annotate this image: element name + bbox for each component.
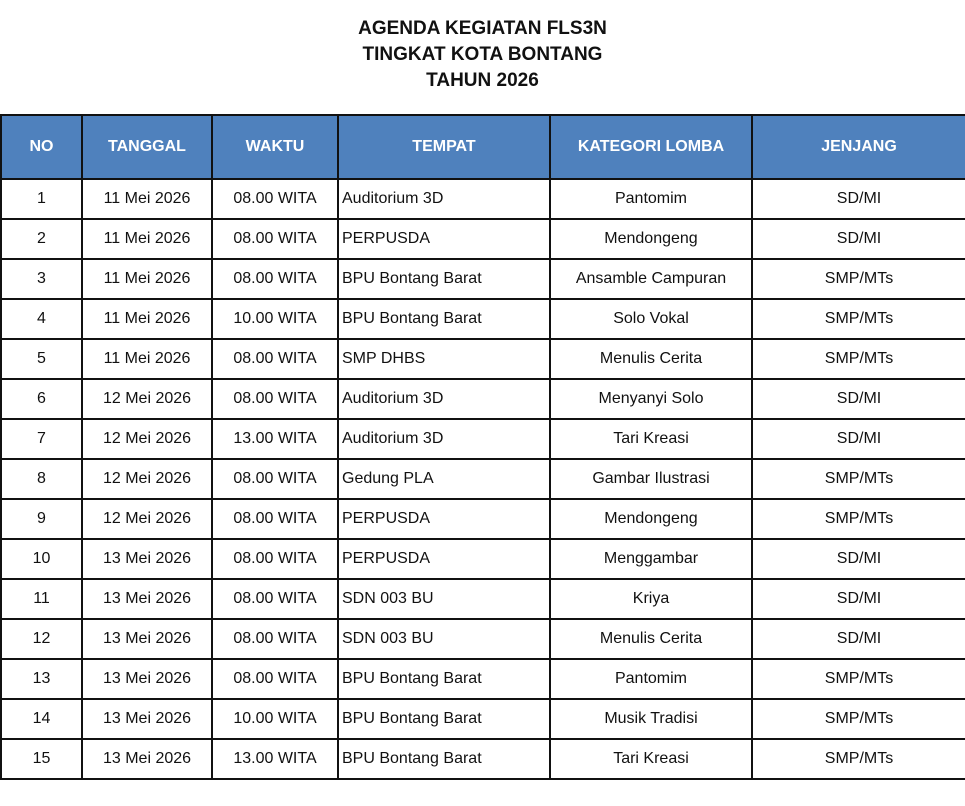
cell-waktu: 08.00 WITA [212, 179, 338, 219]
cell-tanggal: 13 Mei 2026 [82, 659, 212, 699]
table-row [1, 539, 965, 579]
cell-no: 4 [1, 299, 82, 339]
cell-tanggal: 11 Mei 2026 [82, 219, 212, 259]
cell-kategori-lomba: Mendongeng [550, 219, 752, 259]
cell-waktu: 08.00 WITA [212, 379, 338, 419]
cell-jenjang: SMP/MTs [752, 299, 965, 339]
cell-jenjang: SMP/MTs [752, 699, 965, 739]
cell-waktu: 10.00 WITA [212, 299, 338, 339]
table-row [1, 499, 965, 539]
cell-jenjang: SMP/MTs [752, 659, 965, 699]
cell-no: 12 [1, 619, 82, 659]
cell-waktu: 10.00 WITA [212, 699, 338, 739]
table-row [1, 619, 965, 659]
table-row [1, 579, 965, 619]
cell-tanggal: 13 Mei 2026 [82, 539, 212, 579]
cell-tanggal: 11 Mei 2026 [82, 299, 212, 339]
cell-kategori-lomba: Menggambar [550, 539, 752, 579]
cell-tanggal: 11 Mei 2026 [82, 259, 212, 299]
cell-tempat: BPU Bontang Barat [338, 299, 550, 339]
table-row [1, 459, 965, 499]
cell-jenjang: SD/MI [752, 179, 965, 219]
header-kategori-lomba: KATEGORI LOMBA [550, 115, 752, 179]
cell-waktu: 08.00 WITA [212, 459, 338, 499]
cell-tempat: BPU Bontang Barat [338, 699, 550, 739]
cell-kategori-lomba: Kriya [550, 579, 752, 619]
cell-waktu: 08.00 WITA [212, 259, 338, 299]
cell-kategori-lomba: Tari Kreasi [550, 419, 752, 459]
table-row [1, 699, 965, 739]
cell-tempat: Auditorium 3D [338, 379, 550, 419]
cell-jenjang: SMP/MTs [752, 339, 965, 379]
cell-jenjang: SD/MI [752, 619, 965, 659]
title-line-3: TAHUN 2026 [426, 70, 539, 91]
cell-no: 8 [1, 459, 82, 499]
cell-kategori-lomba: Mendongeng [550, 499, 752, 539]
cell-jenjang: SD/MI [752, 419, 965, 459]
cell-tempat: SMP DHBS [338, 339, 550, 379]
table-body [1, 179, 965, 779]
cell-no: 2 [1, 219, 82, 259]
cell-waktu: 08.00 WITA [212, 579, 338, 619]
cell-kategori-lomba: Menyanyi Solo [550, 379, 752, 419]
cell-kategori-lomba: Pantomim [550, 659, 752, 699]
cell-kategori-lomba: Ansamble Campuran [550, 259, 752, 299]
cell-waktu: 08.00 WITA [212, 339, 338, 379]
document-title [0, 16, 965, 94]
agenda-table [0, 114, 965, 780]
cell-tanggal: 13 Mei 2026 [82, 699, 212, 739]
cell-jenjang: SMP/MTs [752, 739, 965, 779]
table-row [1, 419, 965, 459]
table-row [1, 299, 965, 339]
cell-tempat: PERPUSDA [338, 499, 550, 539]
header-tanggal: TANGGAL [82, 115, 212, 179]
cell-kategori-lomba: Solo Vokal [550, 299, 752, 339]
title-line-2: TINGKAT KOTA BONTANG [362, 44, 603, 65]
cell-kategori-lomba: Musik Tradisi [550, 699, 752, 739]
table-row [1, 739, 965, 779]
cell-no: 11 [1, 579, 82, 619]
table-row [1, 219, 965, 259]
title-line-1: AGENDA KEGIATAN FLS3N [358, 18, 607, 39]
cell-jenjang: SMP/MTs [752, 499, 965, 539]
cell-tempat: BPU Bontang Barat [338, 659, 550, 699]
cell-tempat: SDN 003 BU [338, 579, 550, 619]
cell-no: 5 [1, 339, 82, 379]
cell-kategori-lomba: Menulis Cerita [550, 619, 752, 659]
cell-tanggal: 12 Mei 2026 [82, 459, 212, 499]
cell-tempat: Auditorium 3D [338, 419, 550, 459]
cell-jenjang: SD/MI [752, 579, 965, 619]
table-row [1, 379, 965, 419]
cell-waktu: 08.00 WITA [212, 619, 338, 659]
cell-tanggal: 12 Mei 2026 [82, 379, 212, 419]
cell-tempat: BPU Bontang Barat [338, 259, 550, 299]
table-row [1, 259, 965, 299]
cell-no: 3 [1, 259, 82, 299]
header-tempat: TEMPAT [338, 115, 550, 179]
table-header [1, 115, 965, 179]
cell-waktu: 08.00 WITA [212, 219, 338, 259]
cell-jenjang: SMP/MTs [752, 259, 965, 299]
cell-tempat: Gedung PLA [338, 459, 550, 499]
cell-no: 14 [1, 699, 82, 739]
cell-kategori-lomba: Pantomim [550, 179, 752, 219]
cell-waktu: 13.00 WITA [212, 739, 338, 779]
cell-waktu: 08.00 WITA [212, 539, 338, 579]
cell-waktu: 08.00 WITA [212, 659, 338, 699]
cell-jenjang: SD/MI [752, 219, 965, 259]
table-row [1, 179, 965, 219]
cell-tanggal: 11 Mei 2026 [82, 339, 212, 379]
cell-tanggal: 11 Mei 2026 [82, 179, 212, 219]
cell-tanggal: 13 Mei 2026 [82, 579, 212, 619]
cell-tempat: BPU Bontang Barat [338, 739, 550, 779]
cell-kategori-lomba: Menulis Cerita [550, 339, 752, 379]
cell-jenjang: SD/MI [752, 379, 965, 419]
header-jenjang: JENJANG [752, 115, 965, 179]
cell-waktu: 13.00 WITA [212, 419, 338, 459]
cell-no: 10 [1, 539, 82, 579]
cell-no: 9 [1, 499, 82, 539]
cell-no: 6 [1, 379, 82, 419]
cell-no: 7 [1, 419, 82, 459]
cell-kategori-lomba: Gambar Ilustrasi [550, 459, 752, 499]
cell-tempat: SDN 003 BU [338, 619, 550, 659]
cell-tempat: Auditorium 3D [338, 179, 550, 219]
cell-jenjang: SMP/MTs [752, 459, 965, 499]
cell-tanggal: 13 Mei 2026 [82, 739, 212, 779]
table-row [1, 659, 965, 699]
cell-no: 1 [1, 179, 82, 219]
cell-tempat: PERPUSDA [338, 219, 550, 259]
cell-tanggal: 12 Mei 2026 [82, 499, 212, 539]
table-row [1, 339, 965, 379]
header-no: NO [1, 115, 82, 179]
header-waktu: WAKTU [212, 115, 338, 179]
cell-jenjang: SD/MI [752, 539, 965, 579]
cell-tanggal: 13 Mei 2026 [82, 619, 212, 659]
cell-no: 15 [1, 739, 82, 779]
cell-tanggal: 12 Mei 2026 [82, 419, 212, 459]
cell-tempat: PERPUSDA [338, 539, 550, 579]
cell-waktu: 08.00 WITA [212, 499, 338, 539]
cell-no: 13 [1, 659, 82, 699]
header-row [1, 115, 965, 179]
cell-kategori-lomba: Tari Kreasi [550, 739, 752, 779]
